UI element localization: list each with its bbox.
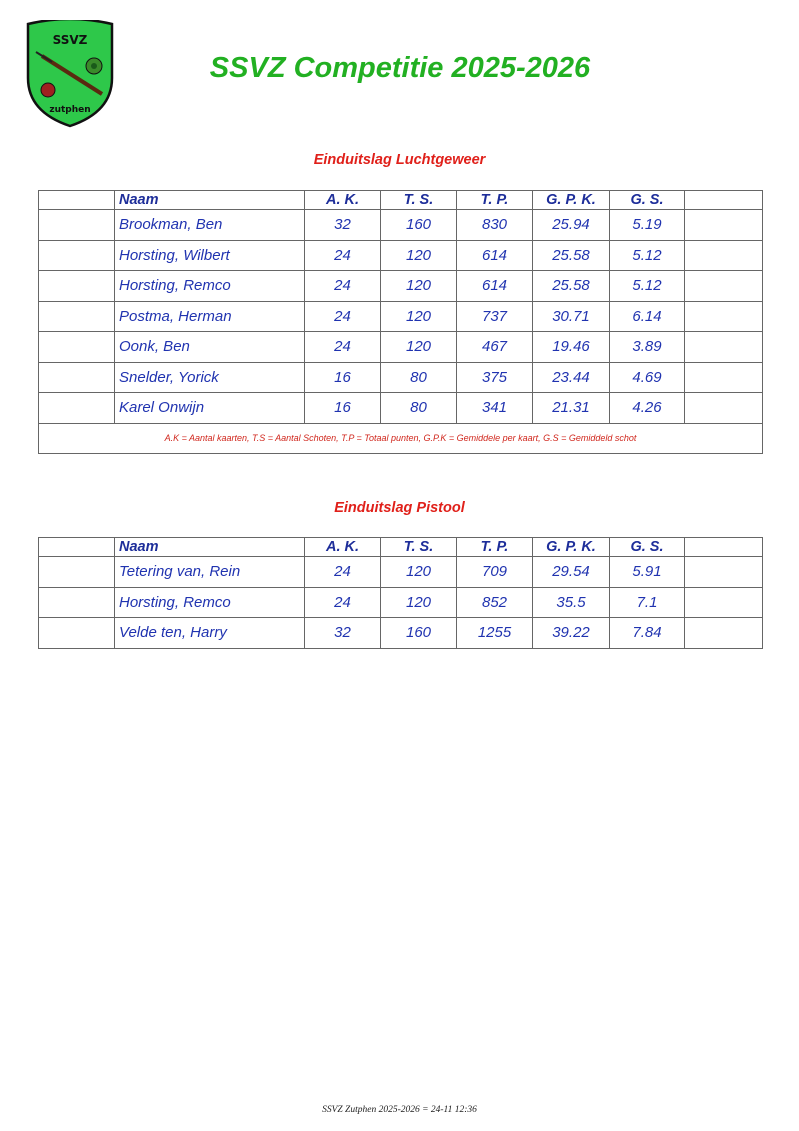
cell-gs: 3.89	[610, 332, 685, 363]
blank-cell	[685, 587, 763, 618]
cell-gs: 4.69	[610, 362, 685, 393]
blank-cell	[39, 271, 115, 302]
blank-cell	[39, 332, 115, 363]
cell-tp: 737	[457, 301, 533, 332]
blank-cell	[39, 301, 115, 332]
cell-gs: 4.26	[610, 393, 685, 424]
cell-naam: Snelder, Yorick	[115, 362, 305, 393]
cell-gpk: 35.5	[533, 587, 610, 618]
table-pistool	[38, 537, 763, 649]
cell-ts: 120	[381, 301, 457, 332]
header-gs: G. S.	[610, 538, 685, 557]
cell-ts: 120	[381, 240, 457, 271]
section-title-luchtgeweer: Einduitslag Luchtgeweer	[313, 152, 486, 168]
page-title: SSVZ Competitie 2025-2026	[209, 52, 591, 84]
header-ts: T. S.	[381, 538, 457, 557]
blank-cell	[39, 362, 115, 393]
cell-ak: 24	[305, 557, 381, 588]
header-gpk: G. P. K.	[533, 191, 610, 210]
cell-gs: 5.91	[610, 557, 685, 588]
header-tp: T. P.	[457, 538, 533, 557]
cell-gpk: 30.71	[533, 301, 610, 332]
blank-cell	[685, 240, 763, 271]
cell-tp: 375	[457, 362, 533, 393]
cell-ts: 160	[381, 618, 457, 649]
cell-naam: Tetering van, Rein	[115, 557, 305, 588]
blank-cell	[685, 393, 763, 424]
blank-cell	[685, 271, 763, 302]
cell-gpk: 25.58	[533, 240, 610, 271]
table-header-row	[39, 191, 763, 210]
cell-tp: 467	[457, 332, 533, 363]
table-row	[39, 301, 763, 332]
cell-tp: 852	[457, 587, 533, 618]
cell-gpk: 29.54	[533, 557, 610, 588]
header-naam: Naam	[115, 538, 305, 557]
blank-cell	[39, 191, 115, 210]
svg-text:SSVZ: SSVZ	[52, 33, 88, 47]
cell-naam: Postma, Herman	[115, 301, 305, 332]
cell-gpk: 21.31	[533, 393, 610, 424]
cell-ts: 120	[381, 557, 457, 588]
blank-cell	[685, 538, 763, 557]
cell-gs: 5.12	[610, 271, 685, 302]
blank-cell	[39, 210, 115, 241]
cell-naam: Oonk, Ben	[115, 332, 305, 363]
cell-naam: Brookman, Ben	[115, 210, 305, 241]
cell-ts: 80	[381, 393, 457, 424]
header-ts: T. S.	[381, 191, 457, 210]
cell-ts: 80	[381, 362, 457, 393]
cell-naam: Horsting, Wilbert	[115, 240, 305, 271]
blank-cell	[39, 557, 115, 588]
target-icon	[41, 83, 55, 97]
blank-cell	[39, 618, 115, 649]
cell-ak: 32	[305, 210, 381, 241]
blank-cell	[39, 587, 115, 618]
cell-gs: 5.19	[610, 210, 685, 241]
blank-cell	[685, 618, 763, 649]
table-row	[39, 271, 763, 302]
cell-tp: 709	[457, 557, 533, 588]
cell-ts: 120	[381, 587, 457, 618]
blank-cell	[685, 210, 763, 241]
cell-naam: Horsting, Remco	[115, 271, 305, 302]
svg-text:zutphen: zutphen	[49, 105, 91, 115]
header-tp: T. P.	[457, 191, 533, 210]
table-row	[39, 393, 763, 424]
cell-ts: 160	[381, 210, 457, 241]
cell-naam: Velde ten, Harry	[115, 618, 305, 649]
cell-ak: 24	[305, 587, 381, 618]
table-header-row	[39, 538, 763, 557]
cell-ts: 120	[381, 271, 457, 302]
legend-row	[39, 423, 763, 453]
table-row	[39, 240, 763, 271]
table-row	[39, 618, 763, 649]
cell-ak: 24	[305, 332, 381, 363]
header-ak: A. K.	[305, 191, 381, 210]
cell-tp: 1255	[457, 618, 533, 649]
table-row	[39, 557, 763, 588]
table-row	[39, 587, 763, 618]
cell-gs: 7.84	[610, 618, 685, 649]
blank-cell	[685, 362, 763, 393]
legend-text: A.K = Aantal kaarten, T.S = Aantal Schoten, T.P = Totaal punten, G.P.K = Gemiddele per kaart, G.S = Gemiddeld schot	[39, 423, 763, 453]
cell-gs: 5.12	[610, 240, 685, 271]
cell-naam: Horsting, Remco	[115, 587, 305, 618]
cell-naam: Karel Onwijn	[115, 393, 305, 424]
cell-gpk: 19.46	[533, 332, 610, 363]
cell-ak: 24	[305, 271, 381, 302]
cell-gpk: 25.58	[533, 271, 610, 302]
section-title-pistool: Einduitslag Pistool	[334, 500, 465, 516]
cell-tp: 614	[457, 240, 533, 271]
blank-cell	[39, 393, 115, 424]
cell-ak: 16	[305, 393, 381, 424]
blank-cell	[685, 557, 763, 588]
blank-cell	[685, 301, 763, 332]
table-luchtgeweer	[38, 190, 763, 454]
cell-tp: 341	[457, 393, 533, 424]
page-footer: SSVZ Zutphen 2025-2026 = 24-11 12:36	[322, 1105, 477, 1115]
blank-cell	[685, 191, 763, 210]
header-naam: Naam	[115, 191, 305, 210]
table-row	[39, 362, 763, 393]
blank-cell	[685, 332, 763, 363]
cell-ts: 120	[381, 332, 457, 363]
cell-tp: 830	[457, 210, 533, 241]
cell-gpk: 39.22	[533, 618, 610, 649]
cell-gs: 6.14	[610, 301, 685, 332]
cell-ak: 16	[305, 362, 381, 393]
blank-cell	[39, 240, 115, 271]
table-row	[39, 210, 763, 241]
header-gs: G. S.	[610, 191, 685, 210]
table-row	[39, 332, 763, 363]
cell-gs: 7.1	[610, 587, 685, 618]
cell-gpk: 23.44	[533, 362, 610, 393]
cell-ak: 32	[305, 618, 381, 649]
header-gpk: G. P. K.	[533, 538, 610, 557]
club-logo	[22, 20, 118, 128]
header-ak: A. K.	[305, 538, 381, 557]
cell-gpk: 25.94	[533, 210, 610, 241]
blank-cell	[39, 538, 115, 557]
cell-tp: 614	[457, 271, 533, 302]
cell-ak: 24	[305, 301, 381, 332]
cell-ak: 24	[305, 240, 381, 271]
